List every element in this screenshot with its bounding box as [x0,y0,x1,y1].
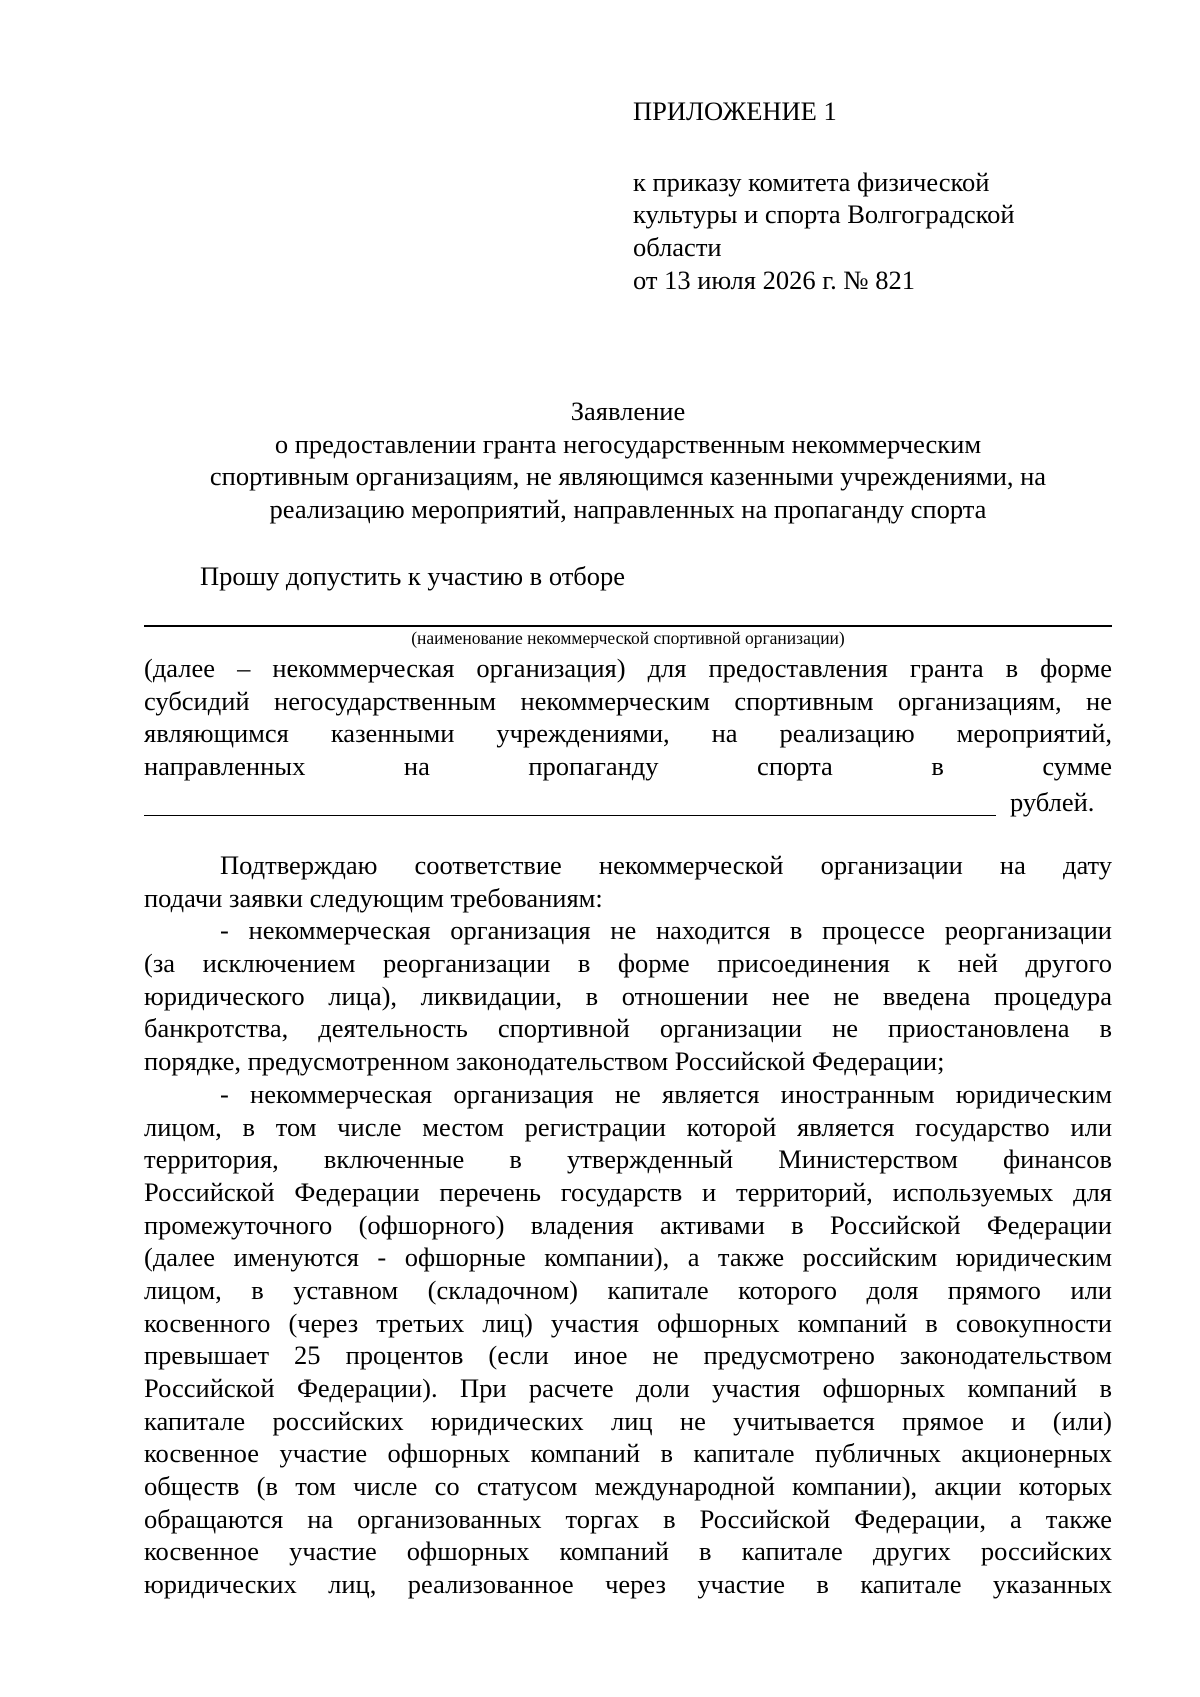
text-line: (далее именуются - офшорные компании), а также российским юридическим [144,1242,1112,1273]
text-line: обращаются на организованных торгах в Российской Федерации, а также [144,1503,1112,1534]
text-line: превышает 25 процентов (если иное не предусмотрено законодательством [144,1340,1112,1371]
text-line: банкротства, деятельность спортивной организации не приостановлена в [144,1013,1112,1044]
title-line: реализацию мероприятий, направленных на пропаганду спорта [269,494,987,525]
appendix-line: культуры и спорта Волгоградской [633,199,1015,230]
text-line: косвенное участие офшорных компаний в капитале других российских [144,1536,1112,1567]
sum-unit: рублей. [1010,787,1095,817]
text-line: - некоммерческая организация не является иностранным юридическим [220,1078,1112,1109]
grant-paragraph [144,652,1112,783]
text-line: порядке, предусмотренном законодательством Российской Федерации; [144,1046,945,1077]
organization-name-blank [144,625,1112,627]
text-line: обществ (в том числе со статусом международной компании), акции которых [144,1471,1112,1502]
application-title [144,395,1112,526]
request-text: Прошу допустить к участию в отборе [200,561,626,591]
text-line: капитале российских юридических лиц не учитывается прямое и (или) [144,1405,1112,1436]
sum-blank-line [144,815,996,816]
appendix-title: ПРИЛОЖЕНИЕ 1 [633,96,837,126]
appendix-header [633,95,1103,297]
text-line: Российской Федерации). При расчете доли участия офшорных компаний в [144,1373,1112,1403]
title-line: Заявление [570,396,686,426]
text-line: направленных на пропаганду спорта в сумме [144,751,1112,782]
organization-name-caption: (наименование некоммерческой спортивной организации) [411,628,845,648]
text-line: лицом, в том числе местом регистрации которой является государство или [144,1111,1112,1142]
text-line: - некоммерческая организация не находится в процессе реорганизации [220,915,1112,946]
text-line: юридического лица), ликвидации, в отношении нее не введена процедура [144,980,1112,1011]
text-line: лицом, в уставном (складочном) капитале которого доля прямого или [144,1274,1112,1305]
text-line: субсидий негосударственным некоммерческим спортивным организациям, не [144,685,1112,716]
text-line: косвенного (через третьих лиц) участия офшорных компаний в совокупности [144,1307,1112,1338]
title-line: о предоставлении гранта негосударственным некоммерческим [274,428,982,459]
text-line: территория, включенные в утвержденный Министерством финансов [144,1144,1112,1175]
text-line: Российской Федерации перечень государств и территорий, используемых для [144,1176,1112,1207]
text-line: (за исключением реорганизации в форме присоединения к ней другого [144,948,1112,979]
text-line: Подтверждаю соответствие некоммерческой организации на дату [220,850,1112,880]
text-line: косвенное участие офшорных компаний в капитале публичных акционерных [144,1438,1112,1469]
appendix-line: к приказу комитета физической [633,166,990,197]
appendix-line: области [633,232,722,263]
text-line: юридических лиц, реализованное через участие в капитале указанных [144,1569,1112,1600]
text-line: являющимся казенными учреждениями, на реализацию мероприятий, [144,718,1112,749]
sum-field [144,786,1112,819]
text-line: промежуточного (офшорного) владения активами в Российской Федерации [144,1209,1112,1240]
text-line: подачи заявки следующим требованиям: [144,882,603,913]
appendix-line: от 13 июля 2026 г. № 821 [633,264,916,295]
title-line: спортивным организациям, не являющимся казенными учреждениями, на [209,461,1047,492]
requirements-section [144,849,1112,1601]
text-line: (далее – некоммерческая организация) для предоставления гранта в форме [144,653,1112,683]
